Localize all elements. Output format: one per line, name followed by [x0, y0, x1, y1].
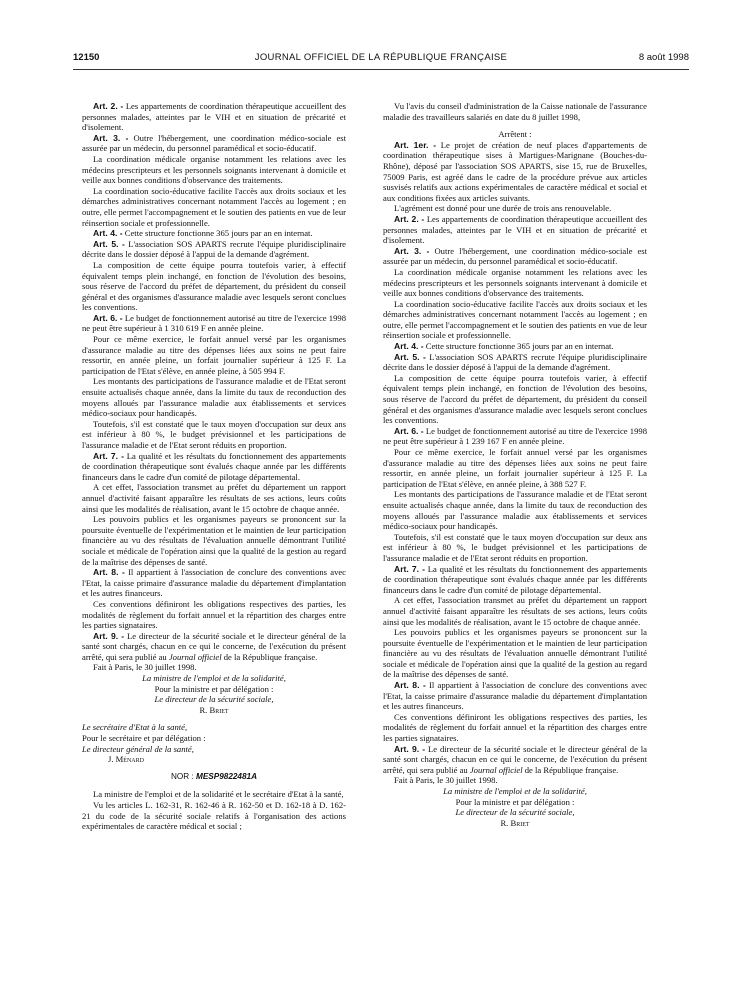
article-label: Art. 7. - — [93, 450, 124, 461]
paragraph: Pour ce même exercice, le forfait annuel versé par les organismes d'assurance maladie au titre des dépenses liées aux soins ne peut faire ressortir, en année pleine, un forfait journalier supérieur à 125 F. La participation de l'Etat s'élève, en année pleine, à 388 527 F. — [383, 447, 647, 489]
article-label: Art. 8. - — [394, 680, 426, 691]
article-text: Les appartements de coordination thérapeutique accueillent des personnes malades, atteintes par le VIH et en situation de précarité et d'isolement. — [383, 213, 647, 246]
journal-name: Journal officiel — [469, 764, 523, 775]
article-text: Le budget de fonctionnement autorisé au titre de l'exercice 1998 ne peut être supérieur à 1 310 619 F en année pleine. — [82, 312, 346, 334]
article-3 — [383, 246, 647, 267]
article-text: Il appartient à l'association de conclure des conventions avec l'Etat, la caisse primaire d'assurance maladie du département d'implantation et les autres financeurs. — [82, 567, 346, 599]
delegate-title: Le directeur de la sécurité sociale, — [455, 807, 575, 818]
article-text: La qualité et les résultats du fonctionnement des appartements de coordination thérapeutique sont évalués chaque année par les différents financeurs dans le cadre d'un comité de pilotage départemental. — [82, 450, 346, 482]
article-text: Outre l'hébergement, une coordination médico-sociale est assurée par un médecin, du personnel paramédical et socio-éducatif. — [82, 132, 346, 154]
paragraph: A cet effet, l'association transmet au préfet du département un rapport annuel d'activité faisant apparaître les résultats de ses actions, leurs coûts ainsi que les modalités de réalisation, avant le 15 octobre de chaque année. — [383, 595, 647, 627]
article-text: Le budget de fonctionnement autorisé au titre de l'exercice 1998 ne peut être supérieur à 1 239 167 F en année pleine. — [383, 425, 647, 447]
article-label: Art. 2. - — [93, 101, 124, 111]
article-text: Les appartements de coordination thérapeutique accueillent des personnes malades, atteintes par le VIH et en situation de précarité et d'isolement. — [82, 101, 346, 133]
article-label: Art. 8. - — [93, 567, 125, 578]
article-label: Art. 2. - — [394, 213, 425, 224]
paragraph: Vu l'avis du conseil d'administration de la Caisse nationale de l'assurance maladie des travailleurs salariés en date du 8 juillet 1998, — [383, 101, 647, 122]
paragraph: La composition de cette équipe pourra toutefois varier, à effectif équivalent temps plein inchangé, en fonction de l'évolution des besoins, sous réserve de l'accord du préfet de département, du président du conseil général et des organismes d'assurance maladie avec lesquels seront conclues les conventions. — [383, 372, 647, 426]
paragraph: Les montants des participations de l'assurance maladie et de l'Etat seront ensuite actualisés chaque année, dans la limite du taux de reconduction des moyens alloués par l'assurance maladie aux établissements et services médico-sociaux pour handicapés. — [82, 376, 346, 419]
signatory-name: R. Briet — [199, 704, 229, 715]
signatory-name: J. Ménard — [108, 754, 144, 765]
article-label: Art. 6. - — [394, 425, 424, 436]
signatory-title: La ministre de l'emploi et de la solidarité, — [142, 673, 286, 684]
article-2 — [82, 101, 346, 133]
paragraph: Les pouvoirs publics et les organismes payeurs se prononcent sur la poursuite éventuelle de l'expérimentation et le maintien de leur participation financière au vu des résultats de l'évaluation annuelle démontrant l'utilité sociale et médicale de l'opération ainsi que la qualité de la gestion au regard de la maîtrise des dépenses de santé. — [82, 514, 346, 567]
paragraph: La ministre de l'emploi et de la solidarité et le secrétaire d'Etat à la santé, — [93, 789, 344, 800]
paragraph: La coordination médicale organise notamment les relations avec les médecins prescripteurs et les personnels soignants intervenant à domicile et veille aux bonnes conditions d'observance des traitements. — [82, 153, 346, 186]
article-7 — [82, 451, 346, 483]
paragraph: Toutefois, s'il est constaté que le taux moyen d'occupation sur deux ans est inférieur à 80 %, le budget prévisionnel et les participations de l'assurance maladie et de l'Etat seront réduits en proportion. — [82, 418, 346, 450]
done-at: Fait à Paris, le 30 juillet 1998. — [93, 662, 197, 673]
article-text: Le directeur de la sécurité sociale et le directeur général de la santé sont chargés, chacun en ce qui le concerne, de l'exécution du présent arrêté, qui sera publié au — [82, 630, 346, 662]
article-label: Art. 4. - — [394, 341, 424, 352]
article-5 — [383, 352, 647, 373]
issue-date: 8 août 1998 — [638, 52, 689, 63]
article-text: L'association SOS APARTS recrute l'équipe pluridisciplinaire décrite dans le dossier déposé à l'appui de la demande d'agrément. — [383, 351, 647, 373]
delegation-line: Pour la ministre et par délégation : — [455, 796, 575, 807]
article-label: Art. 7. - — [394, 563, 425, 574]
paragraph: L'agrément est donné pour une durée de trois ans renouvelable. — [394, 203, 612, 214]
article-text: Outre l'hébergement, une coordination médico-sociale est assurée par un médecin, du personnel paramédical et socio-éducatif. — [383, 245, 647, 267]
article-text: Le directeur de la sécurité sociale et le directeur général de la santé sont chargés, chacun en ce qui le concerne, de l'exécution du présent arrêté, qui sera publié au — [383, 743, 647, 775]
article-2 — [383, 214, 647, 246]
signature-block — [82, 673, 346, 765]
article-8 — [82, 567, 346, 599]
paragraph: La coordination socio-éducative facilite l'accès aux droits sociaux et les démarches administratives concernant notamment l'accès au logement ; en outre, elle permet l'accompagnement et le soutien des patients en vue de leur réinsertion sociale et professionnelle. — [82, 185, 346, 228]
delegate-title: Le directeur général de la santé, — [82, 743, 194, 754]
article-4 — [383, 341, 647, 352]
article-text-end: de la République française. — [221, 651, 318, 662]
article-label: Art. 3. - — [93, 132, 129, 143]
paragraph: La coordination socio-éducative facilite l'accès aux droits sociaux et les démarches administratives concernant notamment l'accès au logement ; en outre, elle permet l'accompagnement et le soutien des patients en vue de leur réinsertion sociale et professionnelle. — [383, 298, 647, 341]
journal-name: Journal officiel — [168, 651, 222, 662]
article-label: Art. 3. - — [394, 245, 430, 256]
paragraph: A cet effet, l'association transmet au préfet du département un rapport annuel d'activité faisant apparaître les résultats de ses actions, leurs coûts ainsi que les modalités de réalisation, avant le 15 octobre de chaque année. — [82, 482, 346, 514]
article-6 — [82, 313, 346, 334]
signatory-name: R. Briet — [500, 817, 530, 828]
arretent-heading: Arrêtent : — [498, 129, 532, 140]
article-label: Art. 9. - — [394, 743, 426, 754]
paragraph: La coordination médicale organise notamment les relations avec les médecins prescripteurs et les personnels soignants intervenant à domicile et veille aux bonnes conditions d'observance des traitements. — [383, 266, 647, 299]
article-text-end: de la République française. — [522, 764, 619, 775]
article-label: Art. 9. - — [93, 630, 125, 641]
done-at: Fait à Paris, le 30 juillet 1998. — [394, 775, 498, 786]
signature-block — [383, 786, 647, 828]
article-1 — [383, 140, 647, 204]
nor-label: NOR : — [170, 771, 194, 781]
article-7 — [383, 564, 647, 596]
paragraph: Pour ce même exercice, le forfait annuel versé par les organismes d'assurance maladie au titre des dépenses liées aux soins ne peut faire ressortir, en année pleine, un forfait journalier supérieur à 125 F. La participation de l'Etat s'élève, en année pleine, à 505 994 F. — [82, 334, 346, 376]
article-text: La qualité et les résultats du fonctionnement des appartements de coordination thérapeutique sont évalués chaque année par les différents financeurs dans le cadre d'un comité de pilotage départemental. — [383, 563, 647, 595]
paragraph: Les montants des participations de l'assurance maladie et de l'Etat seront ensuite actualisés chaque année, dans la limite du taux de reconduction des moyens alloués par l'assurance maladie aux établissements et services médico-sociaux pour handicapés. — [383, 489, 647, 532]
page-header — [73, 52, 689, 68]
paragraph: Ces conventions définiront les obligations respectives des parties, les modalités de règlement du forfait annuel et la répartition des charges entre les parties signataires. — [82, 598, 346, 631]
article-text: Cette structure fonctionne 365 jours par an en internat. — [124, 228, 313, 239]
article-8 — [383, 680, 647, 712]
article-text: L'association SOS APARTS recrute l'équipe pluridisciplinaire décrite dans le dossier déposé à l'appui de la demande d'agrément. — [82, 238, 346, 260]
article-label: Art. 5. - — [93, 238, 125, 249]
article-label: Art. 5. - — [394, 351, 426, 362]
delegation-line: Pour le secrétaire et par délégation : — [82, 733, 206, 744]
article-label: Art. 1er. - — [394, 139, 437, 150]
header-rule — [73, 69, 689, 70]
article-text: Cette structure fonctionne 365 jours par an en internat. — [425, 341, 614, 352]
signatory-title: Le secrétaire d'Etat à la santé, — [82, 722, 188, 733]
signatory-title: La ministre de l'emploi et de la solidarité, — [443, 786, 587, 796]
article-label: Art. 6. - — [93, 312, 123, 323]
page-number: 12150 — [73, 52, 100, 63]
article-9 — [82, 631, 346, 663]
article-9 — [383, 744, 647, 776]
article-3 — [82, 133, 346, 154]
article-6 — [383, 426, 647, 447]
nor-code: MESP9822481A — [196, 771, 258, 781]
nor-reference — [82, 772, 346, 783]
delegate-title: Le directeur de la sécurité sociale, — [154, 694, 274, 705]
article-5 — [82, 239, 346, 260]
article-text: Il appartient à l'association de conclure des conventions avec l'Etat, la caisse primaire d'assurance maladie du département d'implantation et les autres financeurs. — [383, 680, 647, 712]
delegation-line: Pour la ministre et par délégation : — [154, 683, 274, 694]
right-column — [383, 101, 647, 828]
article-4 — [82, 228, 346, 239]
paragraph: Ces conventions définiront les obligations respectives des parties, les modalités de règlement du forfait annuel et la répartition des charges entre les parties signataires. — [383, 711, 647, 744]
paragraph: Vu les articles L. 162-31, R. 162-46 à R. 162-50 et D. 162-18 à D. 162-21 du code de la sécurité sociale relatifs à l'organisation des actions expérimentales de caractère médical et social ; — [82, 800, 346, 832]
left-column — [82, 101, 346, 832]
journal-title: JOURNAL OFFICIEL DE LA RÉPUBLIQUE FRANÇAISE — [254, 52, 508, 63]
article-label: Art. 4. - — [93, 228, 123, 239]
paragraph: La composition de cette équipe pourra toutefois varier, à effectif équivalent temps plein inchangé, en fonction de l'évolution des besoins, sous réserve de l'accord du préfet de département, du président du conseil général et des organismes d'assurance maladie avec lesquels seront conclues les conventions. — [82, 259, 346, 313]
paragraph: Les pouvoirs publics et les organismes payeurs se prononcent sur la poursuite éventuelle de l'expérimentation et le maintien de leur participation financière au vu des résultats de l'évaluation annuelle démontrant l'utilité sociale et médicale de l'opération ainsi que la qualité de la gestion au regard de la maîtrise des dépenses de santé. — [383, 627, 647, 680]
article-text: Le projet de création de neuf places d'appartements de coordination thérapeutique sises à Martigues-Marignane (Bouches-du-Rhône), déposé par l'association SOS APARTS, sise 15, rue de Bruxelles, 75009 Paris, est agréé dans le cadre de la procédure prévue aux articles susvisés relatifs aux actions expérimentales de caractère médical et social et aux conditions fixées aux articles suivants. — [383, 139, 647, 203]
paragraph: Toutefois, s'il est constaté que le taux moyen d'occupation sur deux ans est inférieur à 80 %, le budget prévisionnel et les participations de l'assurance maladie et de l'Etat seront réduits en proportion. — [383, 531, 647, 563]
